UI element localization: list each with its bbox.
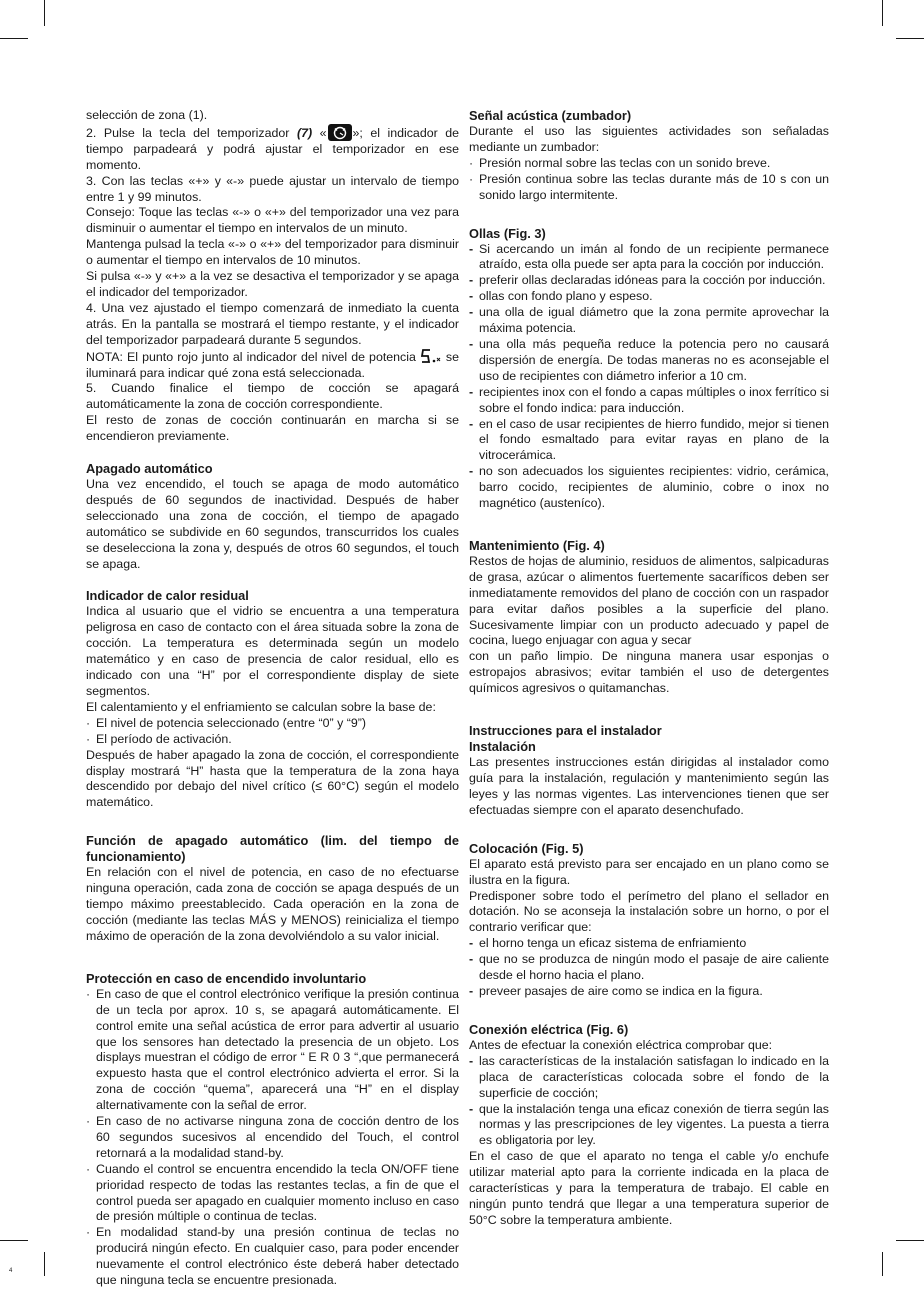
left-column	[86, 108, 459, 1289]
intro-paragraph: selección de zona (1).	[86, 108, 208, 122]
crop-mark	[44, 0, 45, 26]
intro-paragraph: Mantenga pulsad la tecla «-» o «+» del temporizador para disminuir o aumentar el tiempo en intervalos de 10 minutos.	[86, 237, 459, 268]
section-text: con un paño limpio. De ninguna manera usar esponjas o estropajos abrasivos; evitar también el uso de detergentes químicos agresivos o quitamanchas.	[469, 649, 829, 696]
right-column	[469, 108, 829, 1229]
crop-mark	[0, 38, 28, 39]
list-item: · Presión continua sobre las teclas durante más de 10 s con un sonido largo intermitente.	[469, 172, 829, 204]
section-subheading-instalacion: Instalación	[469, 739, 536, 755]
power-level-indicator-icon	[420, 349, 442, 363]
crop-mark	[0, 1240, 28, 1241]
section-heading-mantenimiento: Mantenimiento (Fig. 4)	[469, 537, 605, 553]
list-item: - Si acercando un imán al fondo de un recipiente permanece atraído, esta olla puede ser apta para la cocción por inducción.	[469, 242, 829, 274]
list-item: - ollas con fondo plano y espeso.	[469, 289, 829, 305]
list-item: - las características de la instalación satisfagan lo indicado en la placa de características colocada sobre el fondo de la superficie de cocción;	[469, 1054, 829, 1102]
intro-paragraph: Si pulsa «-» y «+» a la vez se desactiva el temporizador y se apaga el indicador del temporizador.	[86, 269, 459, 299]
crop-mark	[896, 38, 924, 39]
section-heading-proteccion: Protección en caso de encendido involuntario	[86, 970, 367, 986]
list-item: · El nivel de potencia seleccionado (entre “0” y “9”)	[86, 716, 459, 732]
key-number: (7)	[296, 125, 313, 140]
section-heading-conexion: Conexión eléctrica (Fig. 6)	[469, 1021, 629, 1037]
section-text: Restos de hojas de aluminio, residuos de alimentos, salpicaduras de grasa, azúcar o alimentos fuertemente sacaríficos deben ser inmediatamente removidos del plano de cocción con un raspador para evitar daños posibles a la superficie del plano. Sucesivamente limpiar con un producto adecuado y papel de cocina, luego enjuagar con agua y secar	[469, 553, 829, 648]
section-text: Después de haber apagado la zona de cocción, el correspondiente display mostrará “H” hasta que la temperatura de la zona haya descendido por debajo del nivel crítico (≤ 60°C) según el modelo matemático.	[86, 747, 459, 810]
list-item: - no son adecuados los siguientes recipientes: vidrio, cerámica, barro cocido, recipientes de aluminio, cobre o inox no magnético (austeníco).	[469, 464, 829, 512]
intro-paragraph: 2. Pulse la tecla del temporizador (7) « »; el indicador de tiempo parpadeará y podrá ajustar el temporizador en ese momento.	[86, 125, 460, 172]
intro-paragraph: NOTA: El punto rojo junto al indicador del nivel de potencia se iluminará para indicar qué zona está seleccionada.	[86, 349, 459, 380]
section-text: En relación con el nivel de potencia, en caso de no efectuarse ninguna operación, cada zona de cocción se apaga después de un tiempo máximo preestablecido. Cada operación en la zona de cocción (mediante las teclas MÁS y MENOS) reinicializa el tiempo máximo de operación de la zona devolviéndolo a su valor inicial.	[86, 865, 459, 943]
crop-mark	[896, 1240, 924, 1241]
list-item: · En modalidad stand-by una presión continua de teclas no producirá ningún efecto. En cualquier caso, para poder encender nuevamente el control electrónico éste deberá haber detectado que ninguna tecla se encuentre presionada.	[86, 1225, 459, 1289]
dash-list	[469, 936, 829, 1000]
timer-key-icon	[328, 124, 352, 141]
section-heading-instrucciones: Instrucciones para el instalador	[469, 723, 662, 739]
intro-paragraph: Consejo: Toque las teclas «-» o «+» del temporizador una vez para disminuir o aumentar el tiempo en intervalos de un minuto.	[86, 205, 459, 236]
list-item: - una olla de igual diámetro que la zona permite aprovechar la máxima potencia.	[469, 305, 829, 337]
list-item: - el horno tenga un eficaz sistema de enfriamiento	[469, 936, 829, 952]
section-heading-calor-residual: Indicador de calor residual	[86, 588, 249, 604]
dash-list	[469, 242, 829, 512]
list-item: · El período de activación.	[86, 732, 459, 748]
section-heading-colocacion: Colocación (Fig. 5)	[469, 840, 584, 856]
list-item: · En caso de no activarse ninguna zona de cocción dentro de los 60 segundos sucesivos al encendido del Touch, el control retornará a la modalidad stand-by.	[86, 1114, 459, 1162]
section-heading-funcion: Función de apagado automático (lim. del tiempo de funcionamiento)	[86, 833, 459, 865]
bullet-list	[86, 987, 459, 1289]
section-text: Durante el uso las siguientes actividades son señaladas mediante un zumbador:	[469, 124, 829, 154]
section-heading-apagado: Apagado automático	[86, 461, 213, 477]
intro-paragraph: 3. Con las teclas «+» y «-» puede ajustar un intervalo de tiempo entre 1 y 99 minutos.	[86, 173, 459, 204]
section-text: Antes de efectuar la conexión eléctrica comprobar que:	[469, 1037, 773, 1052]
list-item: - una olla más pequeña reduce la potencia pero no causará dispersión de energía. De todas maneras no es aconsejable el uso de recipientes con diámetro inferior a 10 cm.	[469, 337, 829, 385]
dash-list	[469, 1054, 829, 1149]
section-text: Una vez encendido, el touch se apaga de modo automático después de 60 segundos de inactividad. Después de haber seleccionado una zona de cocción, el tiempo de apagado automático se subdivide en 60 segundos, transcurridos los cuales se deselecciona la zona y, después de otros 60 segundos, el touch se apaga.	[86, 477, 459, 571]
list-item: - preveer pasajes de aire como se indica en la figura.	[469, 984, 829, 1000]
list-item: - que no se produzca de ningún modo el pasaje de aire caliente desde el horno hacia el plano.	[469, 952, 829, 984]
list-item: - en el caso de usar recipientes de hierro fundido, mejor si tienen el fondo esmaltado para evitar rayas en plano de la vitrocerámica.	[469, 417, 829, 465]
section-text: El aparato está previsto para ser encajado en un plano como se ilustra en la figura.	[469, 856, 829, 887]
list-item: · En caso de que el control electrónico verifique la presión continua de un tecla por aprox. 10 s, se apagará automáticamente. El control emite una señal acústica de error para advertir al usuario que los sensores han detectado la presencia de un objeto. Los displays muestran el código de error “ E R 0 3 “,que permanecerá expuesto hasta que el control electrónico advierta el error. Si la zona de cocción “quema”, aparecerá una “H” en el display alternativamente con la señal de error.	[86, 987, 459, 1114]
section-heading-senal: Señal acústica (zumbador)	[469, 108, 632, 123]
section-text: En el caso de que el aparato no tenga el cable y/o enchufe utilizar material apto para la corriente indicada en la placa de características y para la temperatura de trabajo. El cable en ningún punto tendrá que llegar a una temperatura superior de 50°C sobre la temperatura ambiente.	[469, 1149, 829, 1227]
intro-paragraph: 5. Cuando finalice el tiempo de cocción se apagará automáticamente la zona de cocción correspondiente.	[86, 381, 459, 412]
list-item: · Presión normal sobre las teclas con un sonido breve.	[469, 156, 829, 172]
list-item: · Cuando el control se encuentra encendido la tecla ON/OFF tiene prioridad respecto de todas las restantes teclas, a fin de que el control pueda ser apagado en cualquier momento incluso en caso de presión múltiple o continua de teclas.	[86, 1162, 459, 1226]
page-number: 4	[9, 1268, 13, 1274]
list-item: - que la instalación tenga una eficaz conexión de tierra según las normas y las prescripciones de ley vigentes. La puesta a tierra es obligatoria por ley.	[469, 1102, 829, 1150]
crop-mark	[882, 1252, 883, 1276]
crop-mark	[44, 1252, 45, 1276]
intro-paragraph: El resto de zonas de cocción continuarán en marcha si se encendieron previamente.	[86, 413, 459, 444]
bullet-list	[469, 156, 829, 204]
crop-mark	[882, 0, 883, 26]
section-heading-ollas: Ollas (Fig. 3)	[469, 225, 546, 241]
section-text: Las presentes instrucciones están dirigidas al instalador como guía para la instalación, regulación y mantenimiento según las leyes y las normas vigentes. Las intervenciones tienen que ser efectuadas siempre con el aparato desenchufado.	[469, 755, 829, 817]
bullet-list	[86, 716, 459, 748]
intro-paragraph: 4. Una vez ajustado el tiempo comenzará de inmediato la cuenta atrás. En la pantalla se mostrará el tiempo restante, y el indicador del temporizador parpadeará durante 5 segundos.	[86, 300, 459, 347]
section-text: Indica al usuario que el vidrio se encuentra a una temperatura peligrosa en caso de contacto con el área situada sobre la zona de cocción. La temperatura es determinada según un modelo matemático y en caso de presencia de calor residual, ello es indicado con una “H” por el correspondiente display de siete segmentos.	[86, 604, 459, 698]
list-item: - recipientes inox con el fondo a capas múltiples o inox ferrítico si sobre el fondo indica: para inducción.	[469, 385, 829, 417]
section-text: El calentamiento y el enfriamiento se calculan sobre la base de:	[86, 699, 436, 714]
section-text: Predisponer sobre todo el perímetro del plano el sellador en dotación. No se aconseja la instalación sobre un horno, o por el contrario verificar que:	[469, 888, 829, 935]
list-item: - preferir ollas declaradas idóneas para la cocción por inducción.	[469, 273, 829, 289]
